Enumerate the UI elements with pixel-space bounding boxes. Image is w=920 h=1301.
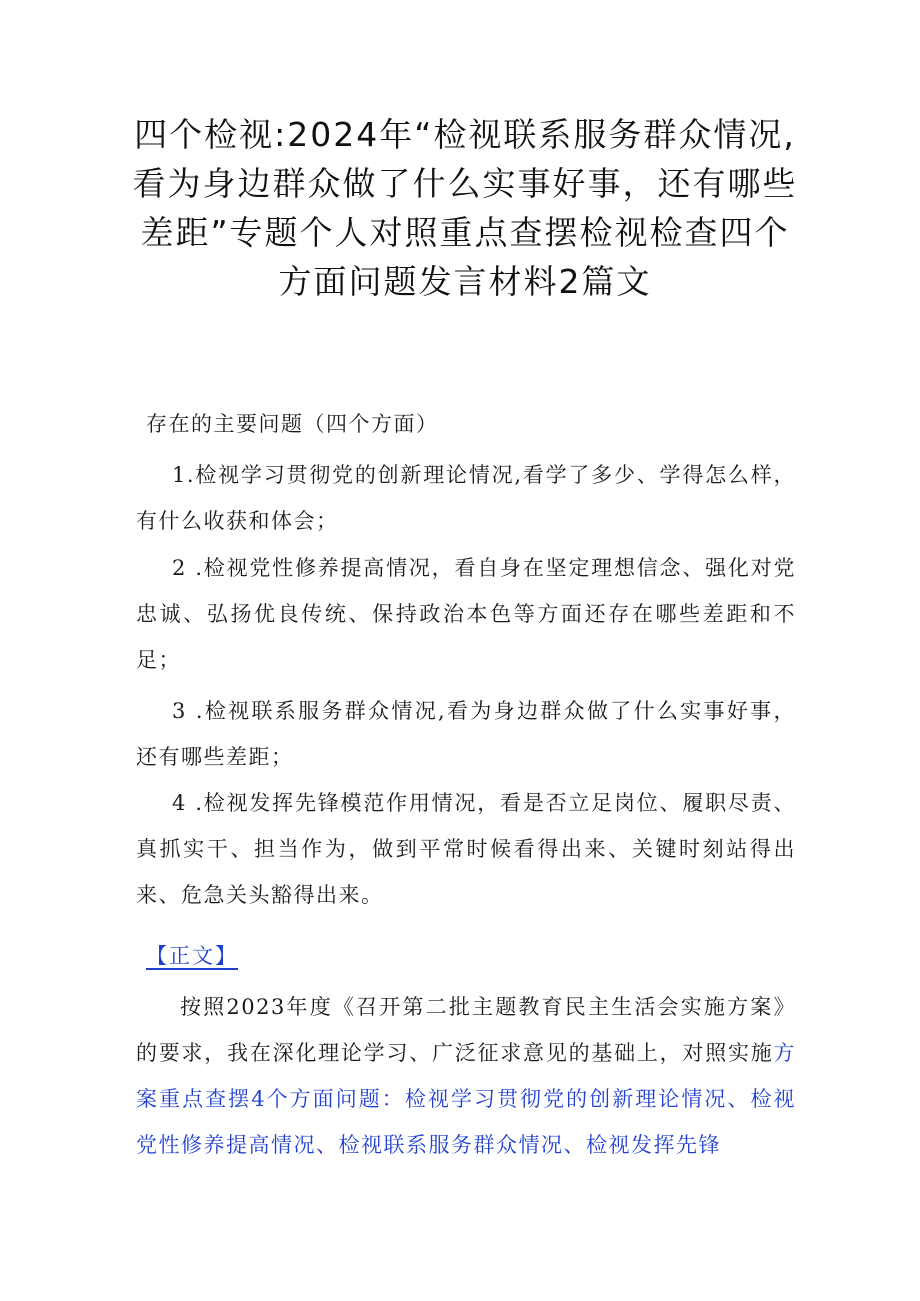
title-line-3: 差距”专题个人对照重点查摆检视检查四个 xyxy=(140,213,790,252)
title-line-1: 四个检视:2024年“检视联系服务群众情况, xyxy=(134,115,796,154)
title-line-2: 看为身边群众做了什么实事好事，还有哪些 xyxy=(132,164,798,203)
problem-item-2: 2 .检视党性修养提高情况，看自身在坚定理想信念、强化对党忠诚、弘扬优良传统、保持政治本色等方面还存在哪些差距和不足； xyxy=(136,556,796,672)
main-paragraph xyxy=(136,984,796,1168)
document-title xyxy=(120,110,810,306)
paragraph-blue-text: 方案重点查摆4个方面问题：检视学习贯彻党的创新理论情况、检视党性修养提高情况、检视联系服务群众情况、检视发挥先锋 xyxy=(136,1041,796,1157)
paragraph-black-text: 按照2023年度《召开第二批主题教育民主生活会实施方案》的要求，我在深化理论学习、广泛征求意见的基础上，对照实施 xyxy=(136,995,796,1065)
problem-item-3: 3 .检视联系服务群众情况,看为身边群众做了什么实事好事，还有哪些差距； xyxy=(136,699,796,769)
problem-item-1: 1.检视学习贯彻党的创新理论情况,看学了多少、学得怎么样，有什么收获和体会； xyxy=(136,463,796,533)
problem-item-4: 4 .检视发挥先锋模范作用情况，看是否立足岗位、履职尽责、真抓实干、担当作为，做到平常时候看得出来、关键时刻站得出来、危急关头豁得出来。 xyxy=(136,791,796,907)
title-line-4: 方面问题发言材料2篇文 xyxy=(278,262,652,301)
main-text-tag: 【正文】 xyxy=(146,944,238,968)
section-heading: 存在的主要问题（四个方面） xyxy=(146,412,439,436)
